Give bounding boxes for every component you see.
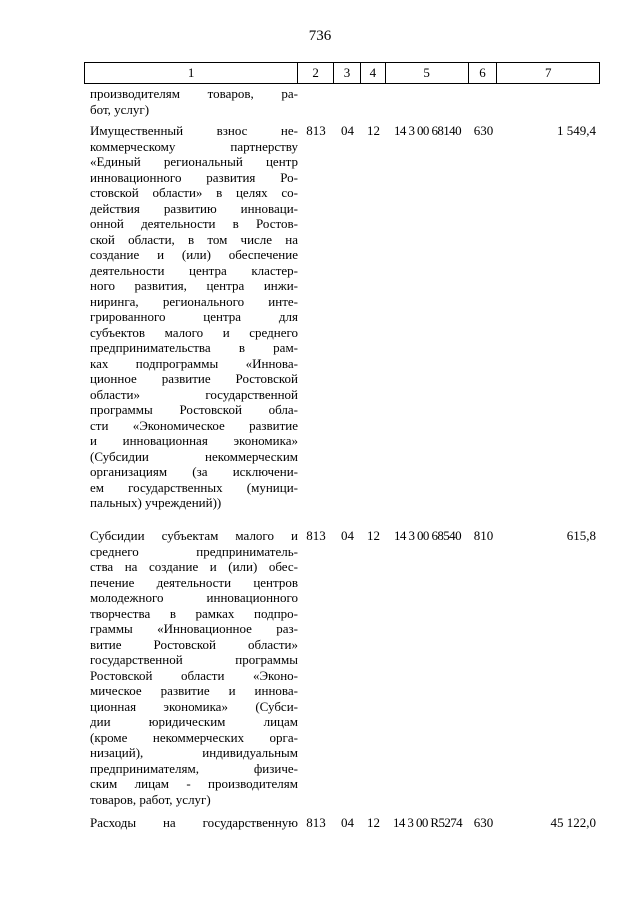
description-line: ниринга, регионального инте-	[90, 293, 298, 309]
description-line: грированного центра для	[90, 309, 298, 324]
description-line: деятельности центра кластер-	[90, 262, 298, 278]
description-line: пальных) учреждений))	[90, 495, 222, 510]
section-code: 04	[341, 815, 354, 830]
column-header-3: 3	[334, 63, 361, 83]
column-header-2: 2	[298, 63, 334, 83]
table-row	[84, 815, 600, 831]
description-line: ционное развитие Ростовской	[90, 371, 298, 386]
description-line: ства на создание и (или) обес-	[90, 559, 298, 574]
description-line: ской области, в том числе на	[90, 231, 298, 247]
description-line: ем государственных (муници-	[90, 479, 298, 495]
description-line: (Субсидии некоммерческим	[90, 448, 298, 464]
column-header-7: 7	[544, 65, 552, 80]
table-row	[84, 86, 600, 117]
column-header-4: 4	[361, 63, 386, 83]
expense-type-code: 810	[473, 528, 494, 543]
column-header-6: 6	[469, 63, 498, 83]
row-description	[84, 815, 298, 831]
amount-value: 45 122,0	[550, 815, 596, 830]
target-article-code: 14 3 00 68540	[394, 528, 461, 543]
description-line: создание и (или) обеспечение	[90, 247, 298, 262]
ministry-code: 813	[306, 815, 326, 830]
amount-value: 615,8	[566, 528, 596, 543]
row-description	[84, 528, 298, 807]
amount-value: 1 549,4	[557, 123, 596, 138]
description-line: дии юридическим лицам	[90, 714, 298, 729]
description-line: и инновационная экономика»	[90, 433, 298, 448]
description-line: творчества в рамках подпро-	[90, 605, 298, 621]
row-description	[84, 123, 298, 511]
subsection-code: 12	[367, 815, 380, 830]
description-line: Субсидии субъектам малого и	[90, 528, 298, 543]
description-line: онной деятельности в Ростов-	[90, 216, 298, 231]
column-header-1: 1	[85, 63, 298, 83]
row-description	[84, 86, 298, 117]
section-code: 04	[341, 123, 354, 138]
description-line: коммерческому партнерству	[90, 138, 298, 154]
description-line: ках подпрограммы «Иннова-	[90, 355, 298, 371]
description-line: (кроме некоммерческих орга-	[90, 729, 298, 745]
description-line: организациям (за исключени-	[90, 464, 298, 479]
description-line: программы Ростовской обла-	[90, 402, 298, 417]
description-line: «Единый региональный центр	[90, 154, 298, 169]
description-line: Расходы на государственную	[90, 815, 298, 830]
description-line: предпринимателям, физиче-	[90, 760, 298, 776]
table-header	[84, 62, 600, 84]
description-line: мическое развитие и иннова-	[90, 683, 298, 698]
expense-type-code: 630	[473, 815, 494, 830]
description-line: низаций), индивидуальным	[90, 745, 298, 760]
description-line: предпринимательства в рам-	[90, 340, 298, 355]
target-article-code: 14 3 00 R5274	[392, 815, 463, 830]
description-line: ским лицам - производителям	[90, 776, 298, 791]
description-line: действия развитию инноваци-	[90, 200, 298, 216]
section-code: 04	[341, 528, 354, 543]
page-number: 736	[308, 28, 332, 44]
table-row	[84, 123, 600, 511]
description-line: инновационного развития Ро-	[90, 169, 298, 185]
description-line: государственной программы	[90, 652, 298, 667]
description-line: ционная экономика» (Субси-	[90, 698, 298, 714]
description-line: среднего предприниматель-	[90, 543, 298, 559]
expense-type-code: 630	[473, 123, 494, 138]
column-header-5: 5	[386, 63, 469, 83]
description-line: Ростовской области «Эконо-	[90, 667, 298, 683]
description-line: ного развития, центра инжи-	[90, 278, 298, 293]
description-line: сти «Экономическое развитие	[90, 417, 298, 433]
description-line: витие Ростовской области»	[90, 636, 298, 652]
description-line: товаров, работ, услуг)	[90, 791, 211, 807]
description-line: области» государственной	[90, 386, 298, 402]
subsection-code: 12	[367, 528, 380, 543]
ministry-code: 813	[306, 123, 326, 138]
description-line: субъектов малого и среднего	[90, 324, 298, 340]
description-line: производителям товаров, ра-	[90, 86, 298, 101]
table-row	[84, 528, 600, 807]
description-line: бот, услуг)	[90, 101, 150, 117]
description-line: печение деятельности центров	[90, 574, 298, 590]
description-line: молодежного инновационного	[90, 590, 298, 605]
description-line: граммы «Инновационное раз-	[90, 621, 298, 636]
description-line: Имущественный взнос не-	[90, 123, 298, 138]
description-line: стовской области» в целях со-	[90, 185, 298, 200]
target-article-code: 14 3 00 68140	[394, 123, 461, 138]
ministry-code: 813	[306, 528, 326, 543]
subsection-code: 12	[367, 123, 380, 138]
